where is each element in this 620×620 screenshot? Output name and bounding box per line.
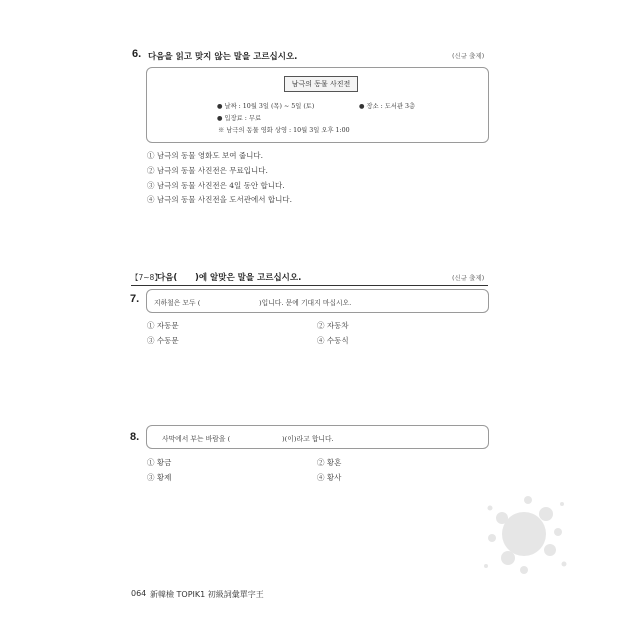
splash-watermark (478, 488, 568, 578)
q8-sentence-b: )(이)라고 합니다. (282, 435, 334, 443)
section78-instruction-a: 다음( (157, 273, 178, 283)
q7-option-2[interactable]: ② 자동차 (317, 321, 349, 330)
q7-option-1[interactable]: ① 자동문 (147, 321, 179, 330)
q8-option-3[interactable]: ③ 황제 (147, 473, 172, 482)
footer-page-number: 064 (131, 589, 147, 598)
q8-option-1[interactable]: ① 황금 (147, 458, 172, 467)
q6-option-3[interactable]: ③ 남극의 동물 사진전은 4일 동안 합니다. (147, 181, 285, 190)
notice-fee: ● 입장료 : 무료 (217, 115, 262, 122)
q6-notice-box (146, 67, 489, 143)
q6-option-1[interactable]: ① 남극의 동물 영화도 보여 줍니다. (147, 151, 263, 160)
section78-tag: (신규 출제) (452, 274, 485, 282)
q6-tag: (신규 출제) (452, 52, 485, 60)
section78-range: 【7~8】 (131, 273, 162, 282)
q8-option-4[interactable]: ④ 황사 (317, 473, 342, 482)
q7-number: 7. (130, 293, 140, 305)
q8-sentence-box (146, 425, 489, 449)
q8-option-2[interactable]: ② 황혼 (317, 458, 342, 467)
q8-number: 8. (130, 431, 140, 443)
notice-date: ● 날짜 : 10월 3일 (목) ~ 5일 (토) (217, 103, 315, 110)
notice-title: 남극의 동물 사진전 (291, 80, 351, 88)
q6-option-4[interactable]: ④ 남극의 동물 사진전을 도서관에서 합니다. (147, 195, 292, 204)
section78-instruction-b: )에 알맞은 말을 고르십시오. (195, 273, 302, 283)
footer-book-title: 新韓檢 TOPIK1 初級詞彙單字王 (150, 590, 264, 599)
section78-divider (131, 285, 488, 286)
notice-note: ※ 남극의 동물 영화 상영 : 10월 3일 오후 1:00 (218, 127, 350, 134)
notice-title-box (284, 76, 358, 92)
q7-option-3[interactable]: ③ 수동문 (147, 336, 179, 345)
q7-sentence-box (146, 289, 489, 313)
q6-instruction: 다음을 읽고 맞지 않는 말을 고르십시오. (148, 52, 298, 62)
q7-sentence-a: 지하철은 모두 ( (154, 299, 201, 307)
q7-option-4[interactable]: ④ 수동식 (317, 336, 349, 345)
q8-sentence-a: 사막에서 부는 바람을 ( (162, 435, 231, 443)
q6-number: 6. (132, 48, 142, 60)
q6-option-2[interactable]: ② 남극의 동물 사진전은 무료입니다. (147, 166, 268, 175)
q7-sentence-b: )입니다. 문에 기대지 마십시오. (259, 299, 352, 307)
notice-place: ● 장소 : 도서관 3층 (359, 103, 416, 110)
